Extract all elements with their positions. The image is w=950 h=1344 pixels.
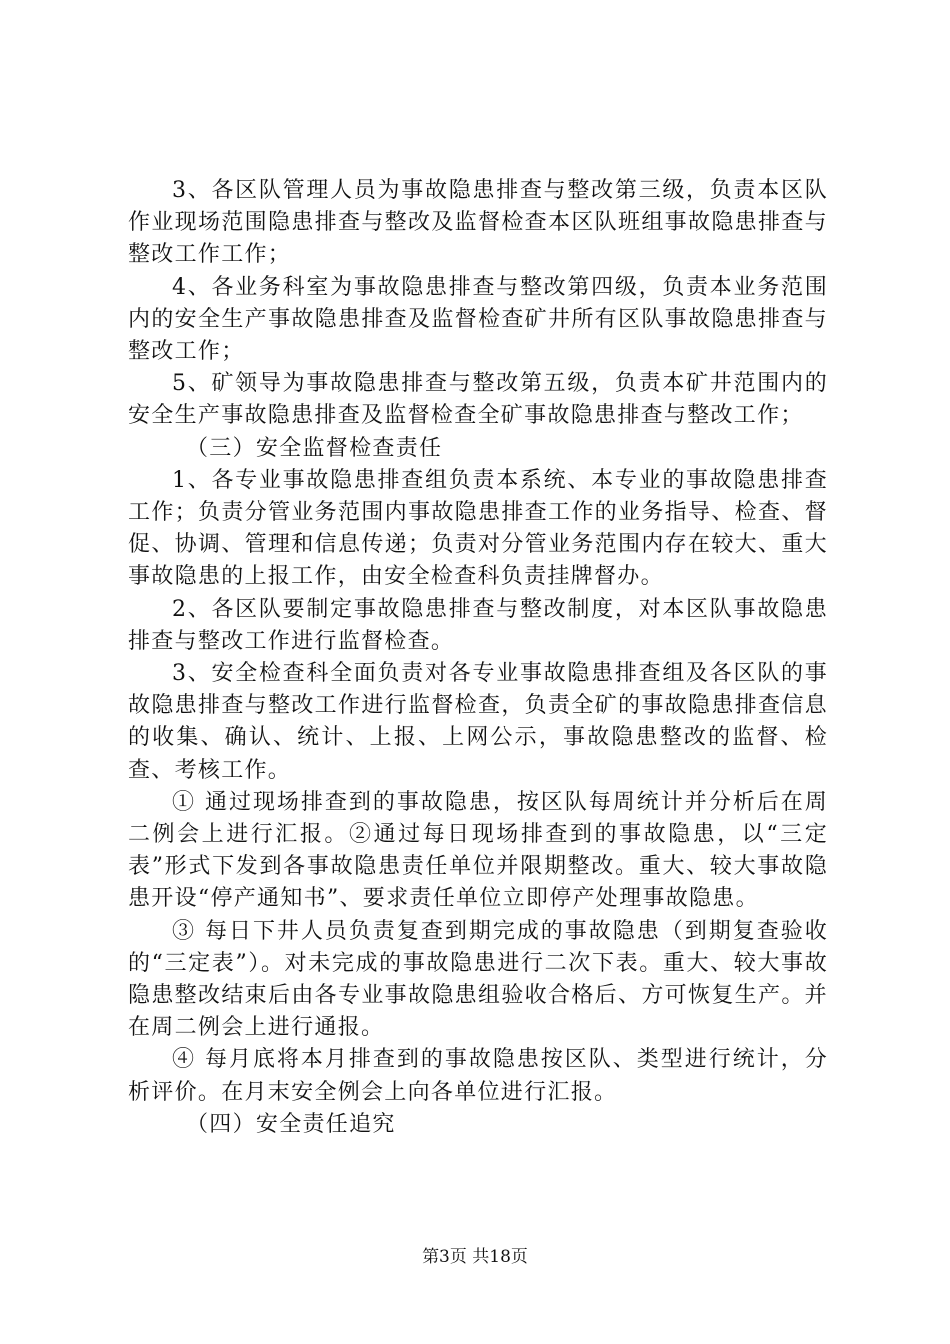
paragraph: 2、各区队要制定事故隐患排查与整改制度，对本区队事故隐患排查与整改工作进行监督检查。	[128, 596, 828, 654]
section-heading: （三）安全监督检查责任	[186, 435, 443, 461]
paragraph: 1、各专业事故隐患排查组负责本系统、本专业的事故隐患排查工作；负责分管业务范围内事故隐患排查工作的业务指导、检查、督促、协调、管理和信息传递；负责对分管业务范围内存在较大、重大事故隐患的上报工作，由安全检查科负责挂牌督办。	[128, 467, 828, 590]
section-heading: （四）安全责任追究	[186, 1111, 396, 1137]
paragraph: 5、矿领导为事故隐患排查与整改第五级，负责本矿井范围内的安全生产事故隐患排查及监督检查全矿事故隐患排查与整改工作；	[128, 371, 828, 429]
paragraph: ④ 每月底将本月排查到的事故隐患按区队、类型进行统计，分析评价。在月末安全例会上向各单位进行汇报。	[128, 1047, 828, 1105]
paragraph: 4、各业务科室为事故隐患排查与整改第四级，负责本业务范围内的安全生产事故隐患排查及监督检查矿井所有区队事故隐患排查与整改工作；	[128, 274, 828, 365]
paragraph: 3、各区队管理人员为事故隐患排查与整改第三级，负责本区队作业现场范围隐患排查与整改及监督检查本区队班组事故隐患排查与整改工作工作；	[128, 178, 828, 268]
page-number-footer: 第3页 共18页	[422, 1247, 528, 1267]
paragraph: ① 通过现场排查到的事故隐患，按区队每周统计并分析后在周二例会上进行汇报。②通过每日现场排查到的事故隐患，以“三定表”形式下发到各事故隐患责任单位并限期整改。重大、较大事故隐患开设“停产通知书”、要求责任单位立即停产处理事故隐患。	[128, 789, 828, 912]
paragraph: 3、安全检查科全面负责对各专业事故隐患排查组及各区队的事故隐患排查与整改工作进行监督检查，负责全矿的事故隐患排查信息的收集、确认、统计、上报、上网公示，事故隐患整改的监督、检查、考核工作。	[128, 661, 828, 783]
paragraph: ③ 每日下井人员负责复查到期完成的事故隐患（到期复查验收的“三定表”）。对未完成的事故隐患进行二次下表。重大、较大事故隐患整改结束后由各专业事故隐患组验收合格后、方可恢复生产。并在周二例会上进行通报。	[128, 918, 828, 1041]
document-body	[128, 175, 828, 1141]
